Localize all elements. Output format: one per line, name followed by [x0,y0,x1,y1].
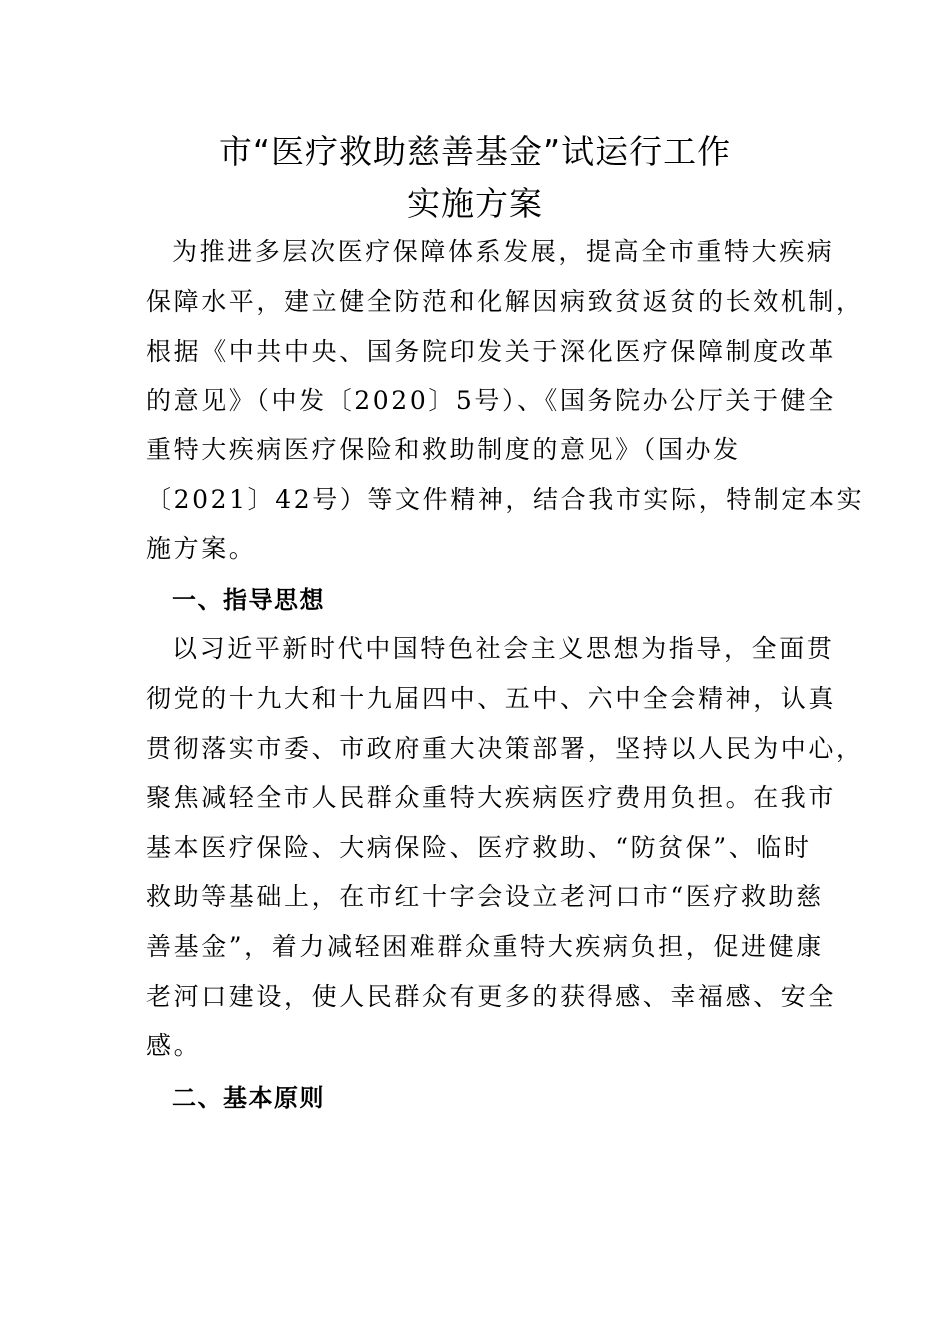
intro-line: 根据《中共中央、国务院印发关于深化医疗保障制度改革 [146,337,837,366]
intro-line: 重特大疾病医疗保险和救助制度的意见》（国办发 [146,435,741,464]
section1-line: 贯彻落实市委、市政府重大决策部署，坚持以人民为中心， [146,734,864,763]
section1-line: 彻党的十九大和十九届四中、五中、六中全会精神，认真 [146,684,837,713]
section1-line: 感。 [146,1031,202,1060]
section1-line: 聚焦减轻全市人民群众重特大疾病医疗费用负担。在我市 [146,783,837,812]
intro-line: 为推进多层次医疗保障体系发展，提高全市重特大疾病 [172,237,835,266]
intro-line: 〔2021〕42号）等文件精神，结合我市实际，特制定本实 [146,485,865,514]
section-heading-guiding-ideology: 一、指导思想 [172,586,325,614]
section1-line: 基本医疗保险、大病保险、医疗救助、“防贫保”、临时 [146,833,812,862]
intro-line: 保障水平，建立健全防范和化解因病致贫返贫的长效机制， [146,287,864,316]
document-title-line-2: 实施方案 [407,184,543,223]
section1-line: 老河口建设，使人民群众有更多的获得感、幸福感、安全 [146,982,837,1011]
section1-line: 善基金”，着力减轻困难群众重特大疾病负担，促进健康 [146,932,824,961]
document-title-line-1: 市“医疗救助慈善基金”试运行工作 [218,132,732,171]
section1-line: 以习近平新时代中国特色社会主义思想为指导，全面贯 [172,634,835,663]
section1-line: 救助等基础上，在市红十字会设立老河口市“医疗救助慈 [146,882,824,911]
intro-line: 施方案。 [146,534,257,563]
section-heading-basic-principles: 二、基本原则 [172,1084,325,1112]
intro-line: 的意见》（中发〔2020〕5号）、《国务院办公厅关于健全 [146,386,836,415]
